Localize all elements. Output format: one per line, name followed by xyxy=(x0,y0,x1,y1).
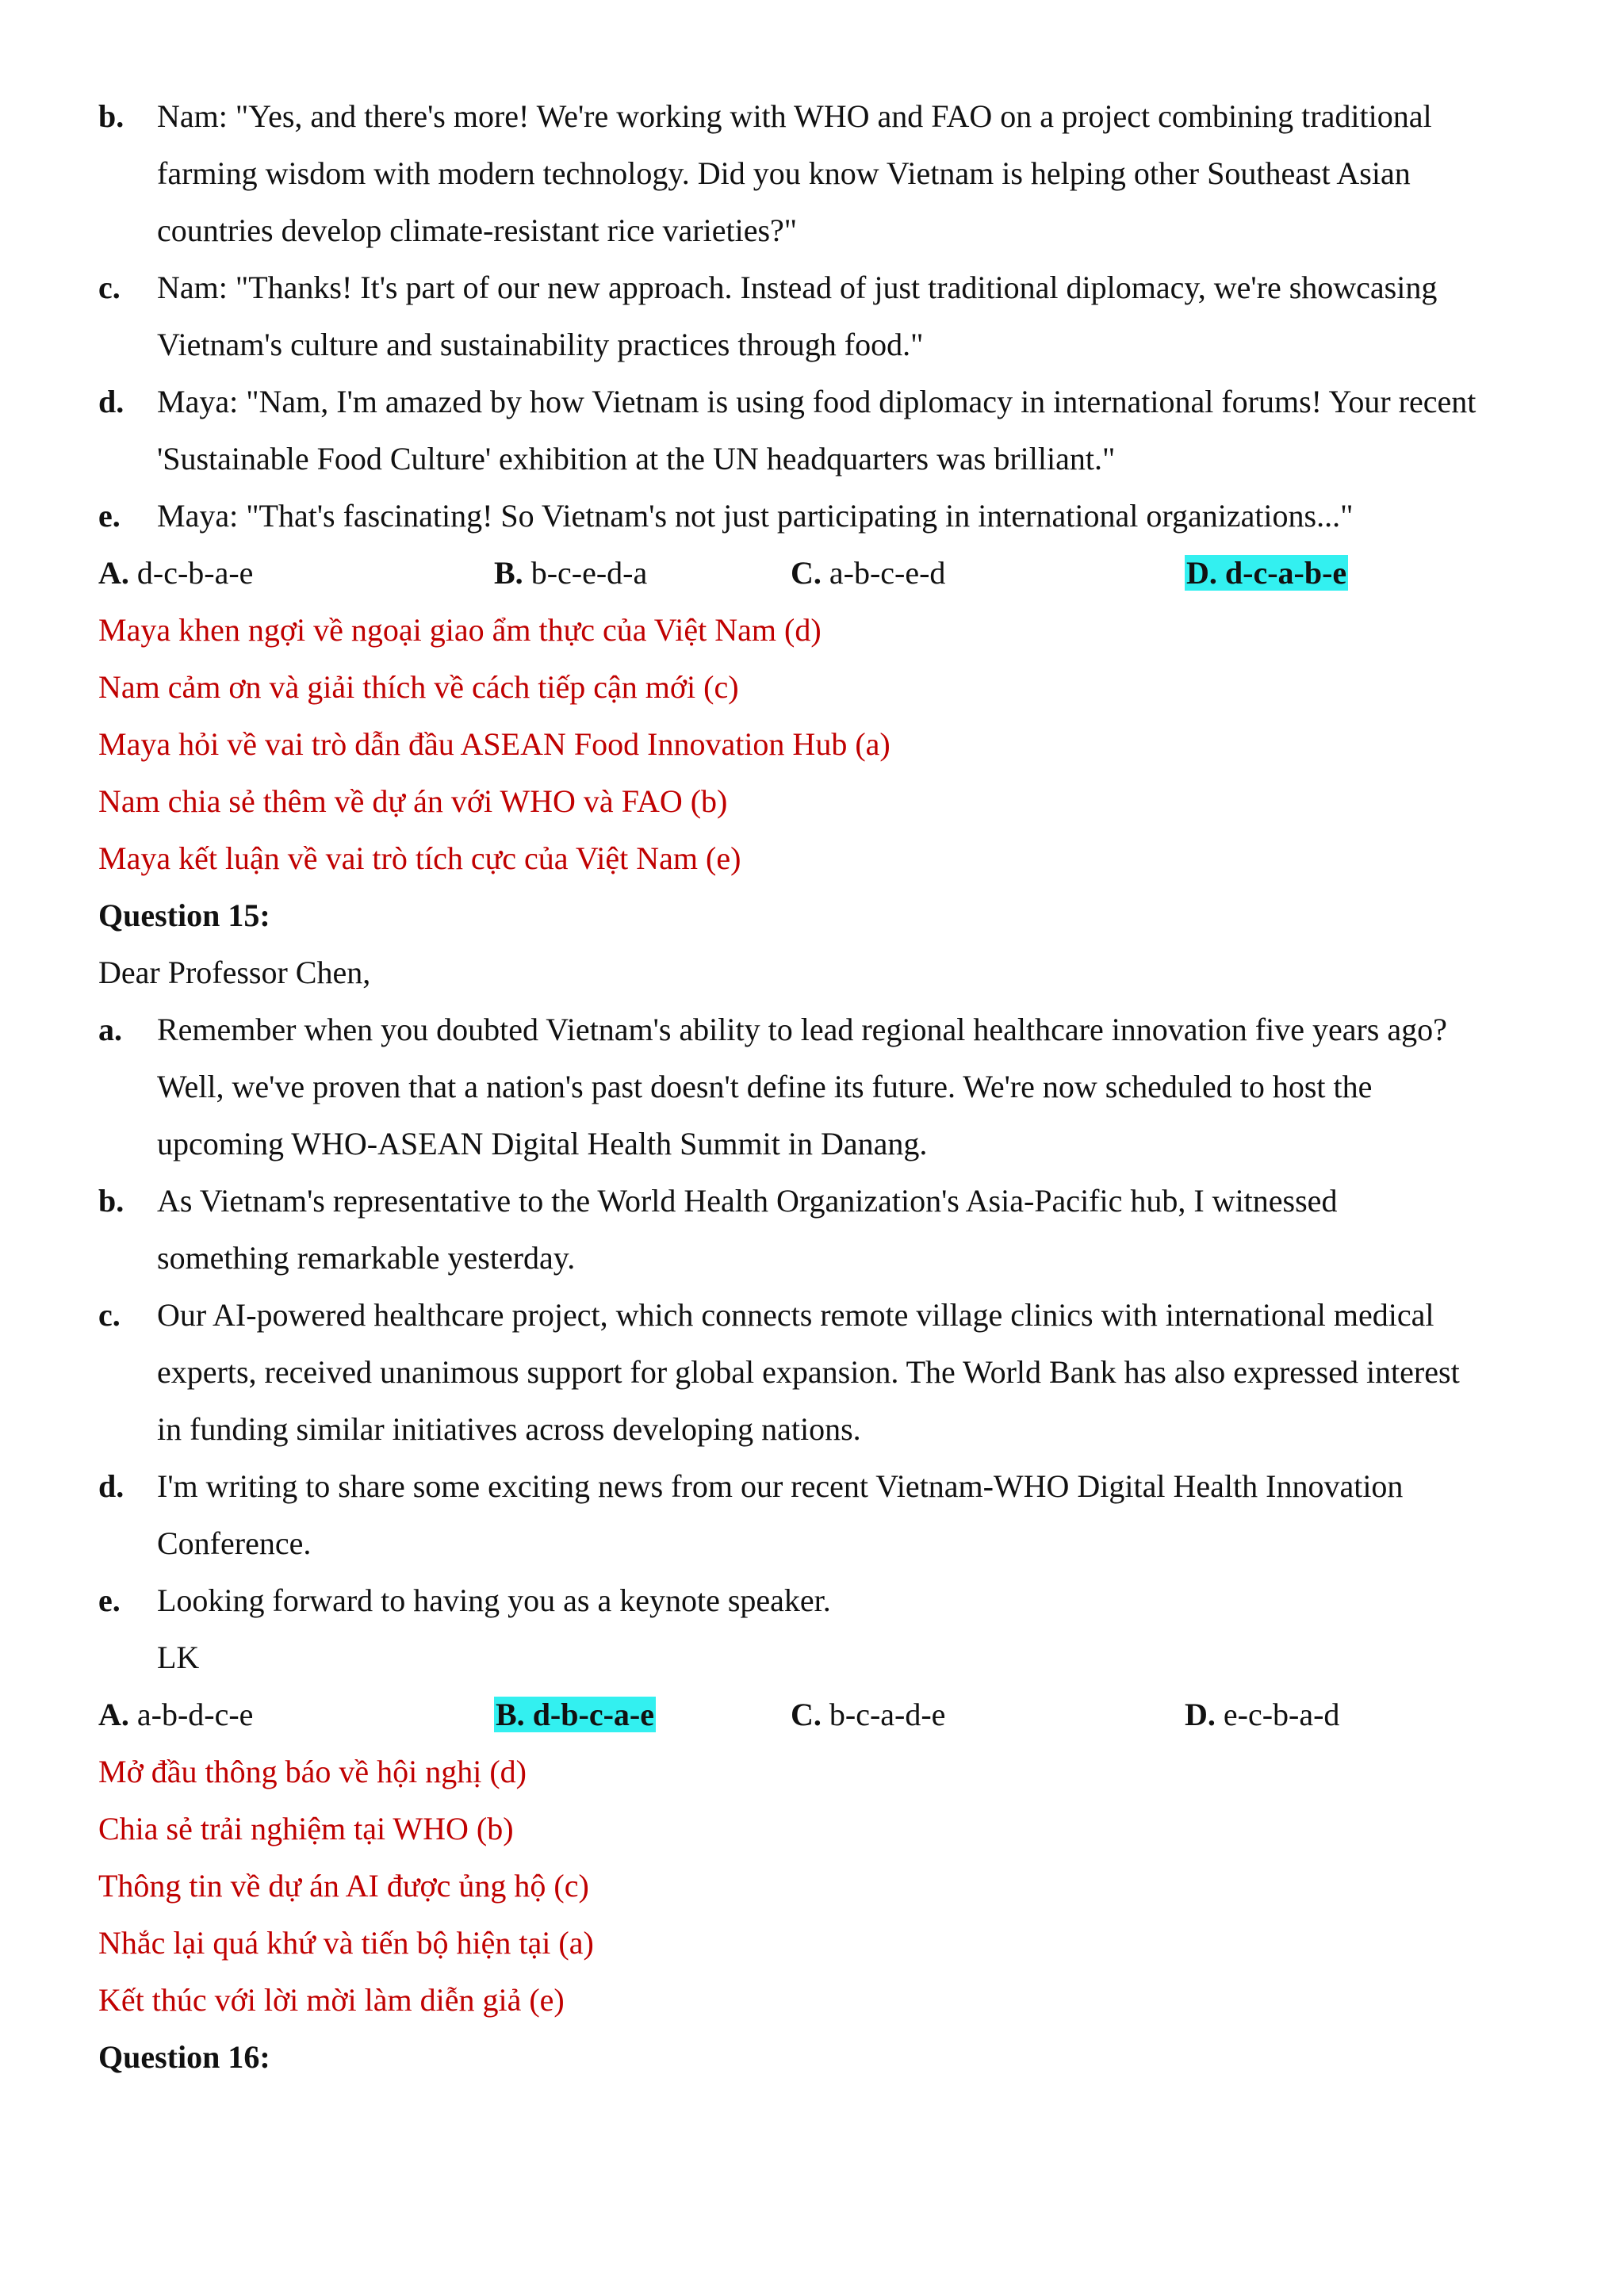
item-text-line: As Vietnam's representative to the World Health Organization's Asia-Pacific hub, I witnessed xyxy=(157,1183,1338,1219)
explanation-line: Maya khen ngợi về ngoại giao ẩm thực của Việt Nam (d) xyxy=(98,612,822,648)
item-text-line: countries develop climate-resistant rice varieties?" xyxy=(157,212,798,248)
option-letter: C. xyxy=(791,555,822,591)
option-d[interactable] xyxy=(1185,1696,1339,1734)
option-b-correct[interactable] xyxy=(494,1696,656,1734)
option-d-correct[interactable] xyxy=(1185,554,1348,592)
option-text: b-c-e-d-a xyxy=(530,555,648,591)
question-heading: Question 15: xyxy=(98,897,270,933)
option-c[interactable] xyxy=(791,554,945,592)
option-letter: B. xyxy=(494,555,523,591)
item-text-line: Conference. xyxy=(157,1525,312,1561)
explanation-line: Nam chia sẻ thêm về dự án với WHO và FAO (b) xyxy=(98,783,728,819)
item-text-line: Well, we've proven that a nation's past doesn't define its future. We're now scheduled to host the xyxy=(157,1069,1373,1104)
item-letter: b. xyxy=(98,1183,124,1219)
item-text-line: Our AI-powered healthcare project, which connects remote village clinics with international medical xyxy=(157,1297,1434,1333)
item-text-line: farming wisdom with modern technology. Did you know Vietnam is helping other Southeast Asian xyxy=(157,155,1411,191)
option-a[interactable] xyxy=(98,554,253,592)
option-letter: D. xyxy=(1185,1697,1216,1732)
item-letter: a. xyxy=(98,1012,122,1047)
option-letter: B. xyxy=(496,1697,525,1732)
item-text-line: 'Sustainable Food Culture' exhibition at the UN headquarters was brilliant." xyxy=(157,441,1116,476)
item-letter: c. xyxy=(98,270,121,305)
option-letter: A. xyxy=(98,1697,129,1732)
explanation-line: Chia sẻ trải nghiệm tại WHO (b) xyxy=(98,1811,514,1846)
option-text: b-c-a-d-e xyxy=(829,1697,946,1732)
item-text-line: upcoming WHO-ASEAN Digital Health Summit in Danang. xyxy=(157,1126,928,1161)
item-text-line: Nam: "Thanks! It's part of our new approach. Instead of just traditional diplomacy, we're showcasing xyxy=(157,270,1438,305)
item-text-line: experts, received unanimous support for global expansion. The World Bank has also expressed interest xyxy=(157,1354,1460,1390)
explanation-line: Nam cảm ơn và giải thích về cách tiếp cận mới (c) xyxy=(98,669,739,705)
explanation-line: Maya hỏi về vai trò dẫn đầu ASEAN Food Innovation Hub (a) xyxy=(98,726,891,762)
explanation-line: Maya kết luận về vai trò tích cực của Việt Nam (e) xyxy=(98,840,741,876)
item-letter: e. xyxy=(98,1582,121,1618)
option-c[interactable] xyxy=(791,1696,945,1734)
item-text-line: something remarkable yesterday. xyxy=(157,1240,576,1276)
signature: LK xyxy=(157,1640,200,1675)
explanation-line: Thông tin về dự án AI được ủng hộ (c) xyxy=(98,1868,589,1904)
option-letter: C. xyxy=(791,1697,822,1732)
item-text-line: Vietnam's culture and sustainability practices through food." xyxy=(157,327,924,362)
option-letter: A. xyxy=(98,555,129,591)
item-text-line: Maya: "That's fascinating! So Vietnam's not just participating in international organizations..." xyxy=(157,498,1354,534)
item-text-line: Nam: "Yes, and there's more! We're working with WHO and FAO on a project combining traditional xyxy=(157,98,1432,134)
option-b[interactable] xyxy=(494,554,647,592)
item-text-line: Remember when you doubted Vietnam's ability to lead regional healthcare innovation five years ago? xyxy=(157,1012,1447,1047)
option-text: a-b-d-c-e xyxy=(136,1697,254,1732)
item-letter: c. xyxy=(98,1297,121,1333)
item-letter: d. xyxy=(98,1468,124,1504)
option-letter: D. xyxy=(1186,555,1217,591)
option-a[interactable] xyxy=(98,1696,253,1734)
item-text-line: Maya: "Nam, I'm amazed by how Vietnam is using food diplomacy in international forums! Your recent xyxy=(157,384,1477,419)
item-letter: b. xyxy=(98,98,124,134)
option-text: a-b-c-e-d xyxy=(829,555,946,591)
option-text: e-c-b-a-d xyxy=(1223,1697,1340,1732)
correct-answer-highlight xyxy=(1185,555,1348,591)
option-text: d-b-c-a-e xyxy=(532,1697,654,1732)
item-letter: d. xyxy=(98,384,124,419)
question-heading: Question 16: xyxy=(98,2039,270,2075)
option-text: d-c-a-b-e xyxy=(1224,555,1347,591)
option-text: d-c-b-a-e xyxy=(136,555,254,591)
item-text-line: in funding similar initiatives across developing nations. xyxy=(157,1411,861,1447)
correct-answer-highlight xyxy=(494,1697,656,1732)
explanation-line: Nhắc lại quá khứ và tiến bộ hiện tại (a) xyxy=(98,1925,594,1961)
explanation-line: Kết thúc với lời mời làm diễn giả (e) xyxy=(98,1982,565,2018)
item-text-line: Looking forward to having you as a keynote speaker. xyxy=(157,1582,831,1618)
explanation-line: Mở đầu thông báo về hội nghị (d) xyxy=(98,1754,527,1789)
item-text-line: I'm writing to share some exciting news from our recent Vietnam-WHO Digital Health Innovation xyxy=(157,1468,1404,1504)
item-letter: e. xyxy=(98,498,121,534)
salutation: Dear Professor Chen, xyxy=(98,955,371,990)
